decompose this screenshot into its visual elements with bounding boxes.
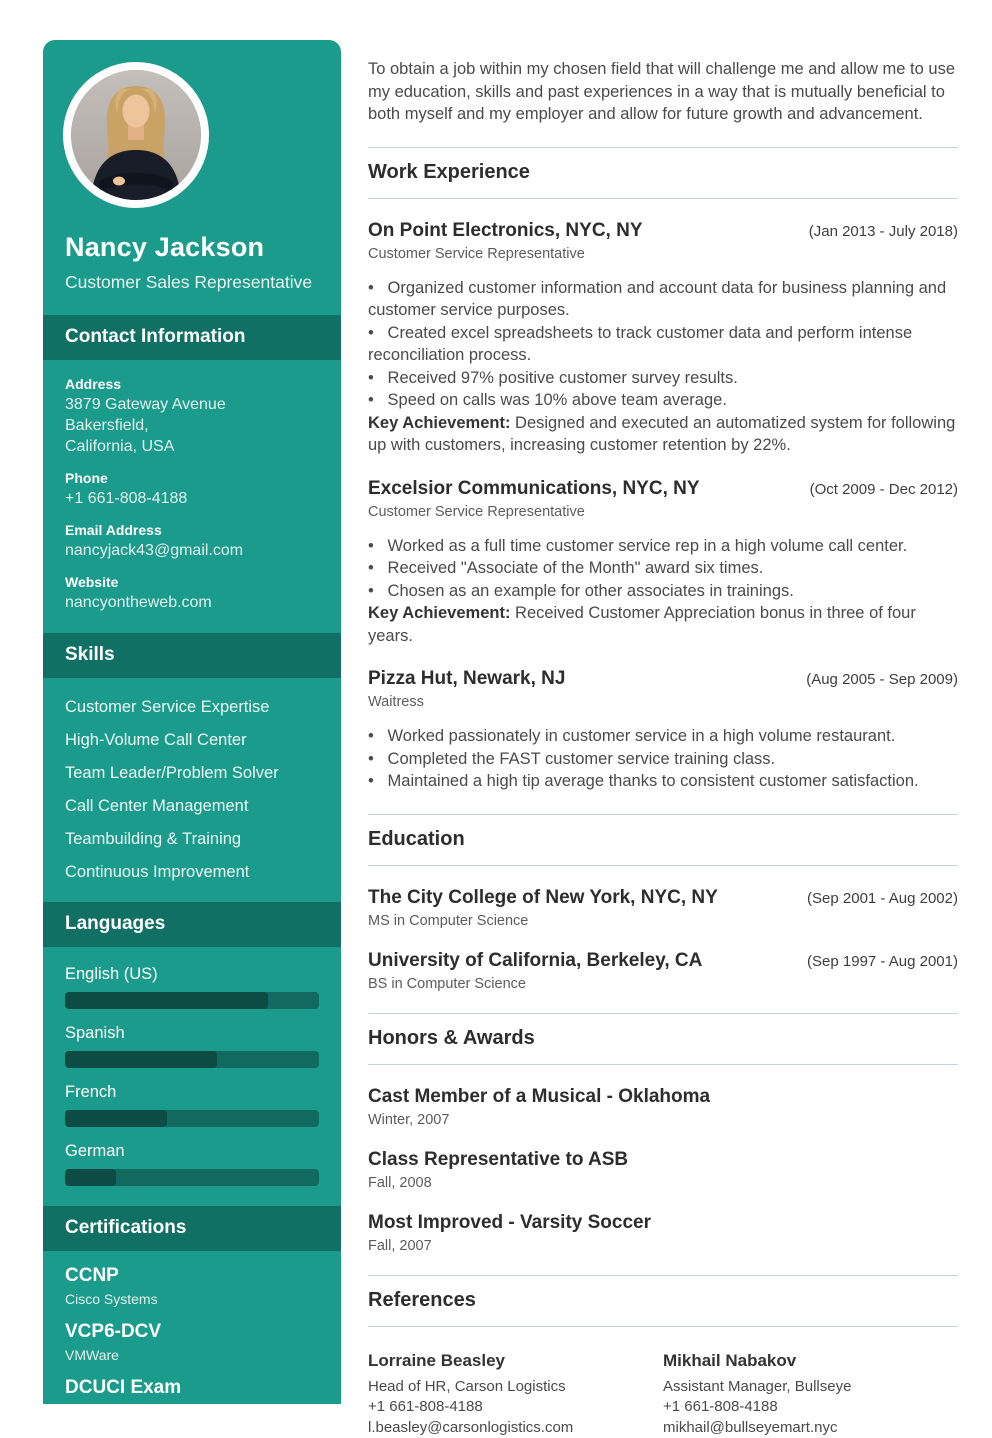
sidebar [43, 40, 341, 1404]
job-bullet: • Worked passionately in customer service in a high volume restaurant. [368, 725, 958, 748]
honor-date: Winter, 2007 [368, 1112, 958, 1128]
work-experience-heading: Work Experience [368, 147, 958, 199]
language-item [65, 1024, 319, 1068]
certification-name: VCP6-DCV [65, 1321, 319, 1343]
main-content [341, 0, 992, 1404]
skill-item: Customer Service Expertise [65, 698, 319, 717]
job-bullet: • Completed the FAST customer service training class. [368, 748, 958, 771]
honor-title: Most Improved - Varsity Soccer [368, 1212, 958, 1234]
language-bar-fill [65, 992, 268, 1009]
reference-name: Lorraine Beasley [368, 1351, 663, 1371]
job-entry [368, 478, 958, 648]
language-bar-track [65, 1169, 319, 1186]
skills-section-heading: Skills [43, 633, 341, 678]
job-bullet: • Speed on calls was 10% above team average. [368, 389, 958, 412]
language-bar-track [65, 1110, 319, 1127]
language-name: Spanish [65, 1024, 319, 1043]
education-school: University of California, Berkeley, CA [368, 950, 702, 972]
job-role: Customer Service Representative [368, 246, 958, 262]
language-item [65, 965, 319, 1009]
contact-value-line: 3879 Gateway Avenue [65, 394, 319, 415]
contact-value-line: +1 661-808-4188 [65, 488, 319, 509]
education-entry [368, 887, 958, 929]
skill-item: Continuous Improvement [65, 863, 319, 882]
reference-role: Assistant Manager, Bullseye [663, 1377, 958, 1398]
contact-label: Address [65, 376, 319, 392]
avatar [63, 62, 209, 208]
contact-item-phone [65, 470, 319, 509]
reference-name: Mikhail Nabakov [663, 1351, 958, 1371]
reference-email: l.beasley@carsonlogistics.com [368, 1418, 663, 1438]
skill-item: Teambuilding & Training [65, 830, 319, 849]
certification-item [65, 1321, 319, 1363]
contact-value-line: California, USA [65, 436, 319, 457]
honor-entry [368, 1149, 958, 1191]
references-row [368, 1351, 958, 1438]
certification-issuer: Cisco Systems [65, 1291, 319, 1307]
job-company: Excelsior Communications, NYC, NY [368, 478, 700, 500]
certification-item [65, 1265, 319, 1307]
contact-item-address [65, 376, 319, 457]
honor-title: Class Representative to ASB [368, 1149, 958, 1171]
job-dates: (Aug 2005 - Sep 2009) [794, 671, 958, 688]
references-heading: References [368, 1275, 958, 1327]
key-achievement-label: Key Achievement: [368, 414, 510, 432]
education-degree: BS in Computer Science [368, 976, 958, 992]
contact-value-line: nancyontheweb.com [65, 592, 319, 613]
certification-name: DCUCI Exam [65, 1377, 319, 1399]
key-achievement-text: Designed and executed an automatized system for following up with customers, increasing customer retention by 22%. [368, 414, 955, 455]
contact-item-website [65, 574, 319, 613]
education-dates: (Sep 2001 - Aug 2002) [795, 890, 958, 907]
job-bullet: • Received "Associate of the Month" award six times. [368, 557, 958, 580]
key-achievement [368, 602, 958, 647]
language-bar-fill [65, 1110, 167, 1127]
honor-date: Fall, 2008 [368, 1175, 958, 1191]
contact-label: Email Address [65, 522, 319, 538]
language-bar-track [65, 992, 319, 1009]
reference-email: mikhail@bullseyemart.nyc [663, 1418, 958, 1438]
job-bullet: • Maintained a high tip average thanks to consistent customer satisfaction. [368, 770, 958, 793]
job-dates: (Jan 2013 - July 2018) [797, 223, 958, 240]
reference-card [368, 1351, 663, 1438]
education-dates: (Sep 1997 - Aug 2001) [795, 953, 958, 970]
job-bullet: • Worked as a full time customer service rep in a high volume call center. [368, 535, 958, 558]
skills-section [43, 678, 341, 882]
languages-section [43, 947, 341, 1186]
languages-section-heading: Languages [43, 902, 341, 947]
job-company: On Point Electronics, NYC, NY [368, 220, 643, 242]
job-bullet: • Created excel spreadsheets to track customer data and perform intense reconciliation process. [368, 322, 958, 367]
honors-heading: Honors & Awards [368, 1013, 958, 1065]
contact-value-line: Bakersfield, [65, 415, 319, 436]
honor-date: Fall, 2007 [368, 1238, 958, 1254]
education-entry [368, 950, 958, 992]
job-entry [368, 668, 958, 793]
contact-section [43, 360, 341, 613]
language-bar-fill [65, 1051, 217, 1068]
person-title: Customer Sales Representative [65, 270, 319, 295]
job-role: Waitress [368, 694, 958, 710]
contact-item-email [65, 522, 319, 561]
honor-entry [368, 1212, 958, 1254]
honor-title: Cast Member of a Musical - Oklahoma [368, 1086, 958, 1108]
reference-phone: +1 661-808-4188 [663, 1397, 958, 1418]
contact-label: Website [65, 574, 319, 590]
education-school: The City College of New York, NYC, NY [368, 887, 718, 909]
job-bullet: • Chosen as an example for other associates in trainings. [368, 580, 958, 603]
reference-role: Head of HR, Carson Logistics [368, 1377, 663, 1398]
language-bar-track [65, 1051, 319, 1068]
language-name: German [65, 1142, 319, 1161]
education-degree: MS in Computer Science [368, 913, 958, 929]
certifications-section [43, 1251, 341, 1399]
job-bullet: • Organized customer information and account data for business planning and customer service purposes. [368, 277, 958, 322]
skill-item: Team Leader/Problem Solver [65, 764, 319, 783]
language-item [65, 1142, 319, 1186]
skill-item: High-Volume Call Center [65, 731, 319, 750]
job-dates: (Oct 2009 - Dec 2012) [798, 481, 958, 498]
contact-value-line: nancyjack43@gmail.com [65, 540, 319, 561]
person-name: Nancy Jackson [65, 232, 319, 263]
key-achievement-text: Received Customer Appreciation bonus in three of four years. [368, 604, 916, 645]
key-achievement [368, 412, 958, 457]
profile-photo [71, 70, 201, 200]
key-achievement-label: Key Achievement: [368, 604, 510, 622]
education-heading: Education [368, 814, 958, 866]
objective-text: To obtain a job within my chosen field that will challenge me and allow me to use my education, skills and past experiences in a way that is mutually beneficial to both myself and my employer and allow for future growth and advancement. [368, 58, 958, 126]
certification-item [65, 1377, 319, 1399]
job-role: Customer Service Representative [368, 504, 958, 520]
language-bar-fill [65, 1169, 116, 1186]
reference-phone: +1 661-808-4188 [368, 1397, 663, 1418]
reference-card [663, 1351, 958, 1438]
certification-name: CCNP [65, 1265, 319, 1287]
honor-entry [368, 1086, 958, 1128]
certifications-section-heading: Certifications [43, 1206, 341, 1251]
job-company: Pizza Hut, Newark, NJ [368, 668, 565, 690]
contact-label: Phone [65, 470, 319, 486]
job-bullet: • Received 97% positive customer survey results. [368, 367, 958, 390]
language-name: English (US) [65, 965, 319, 984]
contact-section-heading: Contact Information [43, 315, 341, 360]
language-item [65, 1083, 319, 1127]
job-entry [368, 220, 958, 457]
language-name: French [65, 1083, 319, 1102]
skill-item: Call Center Management [65, 797, 319, 816]
certification-issuer: VMWare [65, 1347, 319, 1363]
